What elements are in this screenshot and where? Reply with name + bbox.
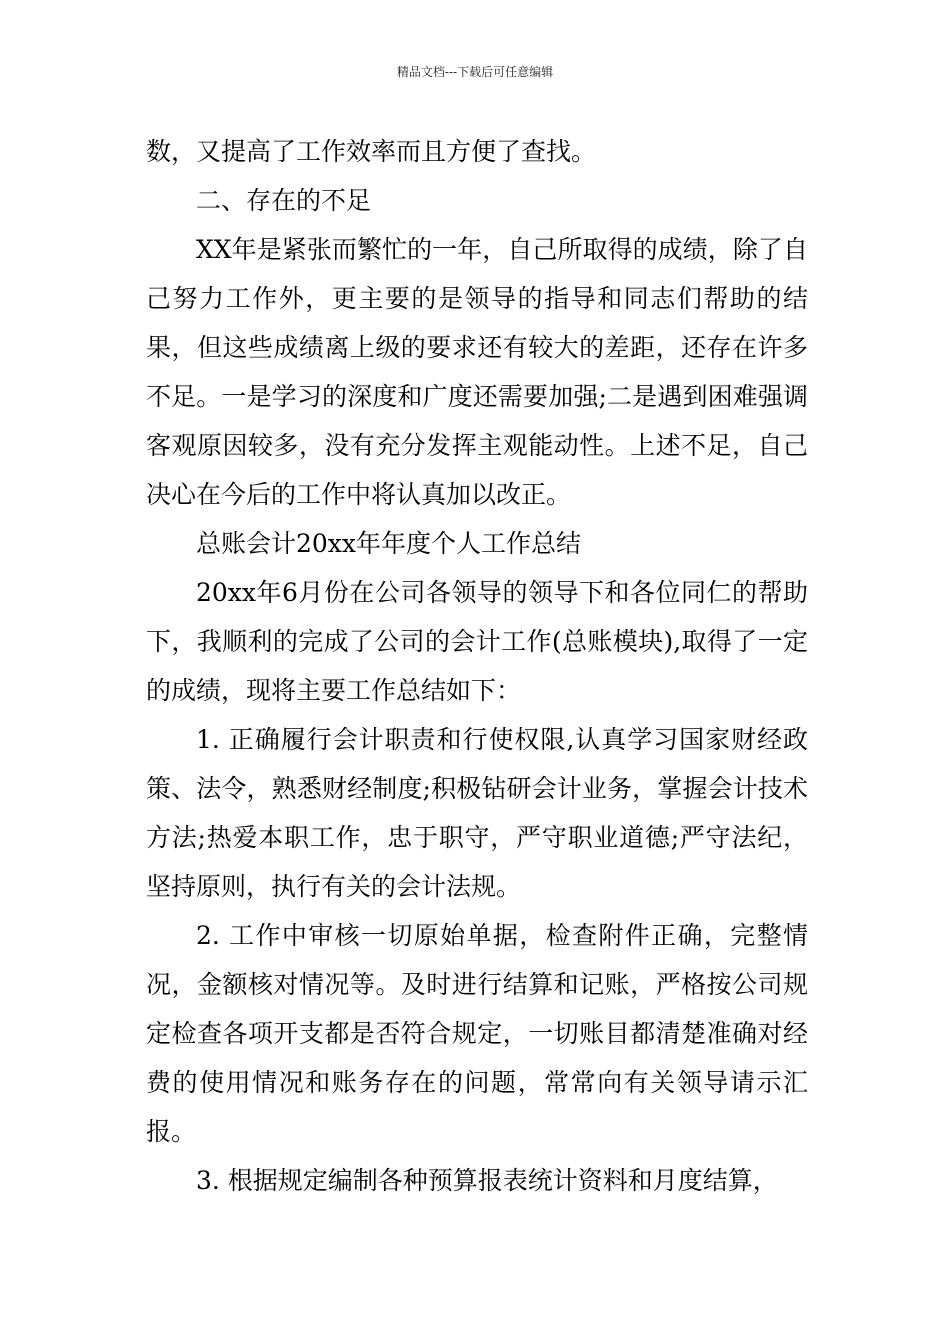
list-item: 2. 工作中审核一切原始单据，检查附件正确，完整情况，金额核对情况等。及时进行结算和记账，严格按公司规定检查各项开支都是否符合规定，一切账目都清楚准确对经费的使用情况和账务存在的问题，常常向有关领导请示汇报。 [146, 921, 808, 1146]
paragraph: 20xx年6月份在公司各领导的领导下和各位同仁的帮助下，我顺利的完成了公司的会计工作(总账模块),取得了一定的成绩，现将主要工作总结如下： [146, 578, 808, 705]
document-title: 总账会计20xx年年度个人工作总结 [196, 529, 582, 558]
list-item: 3. 根据规定编制各种预算报表统计资料和月度结算， [196, 1166, 778, 1195]
section-heading: 二、存在的不足 [196, 186, 372, 215]
paragraph: 数，又提高了工作效率而且方便了查找。 [146, 137, 597, 166]
document-body [146, 127, 808, 1205]
page-header: 精品文档---下载后可任意编辑 [396, 65, 554, 79]
paragraph: XX年是紧张而繁忙的一年，自己所取得的成绩，除了自己努力工作外，更主要的是领导的指导和同志们帮助的结果，但这些成绩离上级的要求还有较大的差距，还存在许多不足。一是学习的深度和广度还需要加强;二是遇到困难强调客观原因较多，没有充分发挥主观能动性。上述不足，自己决心在今后的工作中将认真加以改正。 [146, 235, 808, 509]
list-item: 1. 正确履行会计职责和行使权限,认真学习国家财经政策、法令，熟悉财经制度;积极钻研会计业务，掌握会计技术方法;热爱本职工作，忠于职守，严守职业道德;严守法纪，坚持原则，执行有关的会计法规。 [146, 725, 808, 901]
